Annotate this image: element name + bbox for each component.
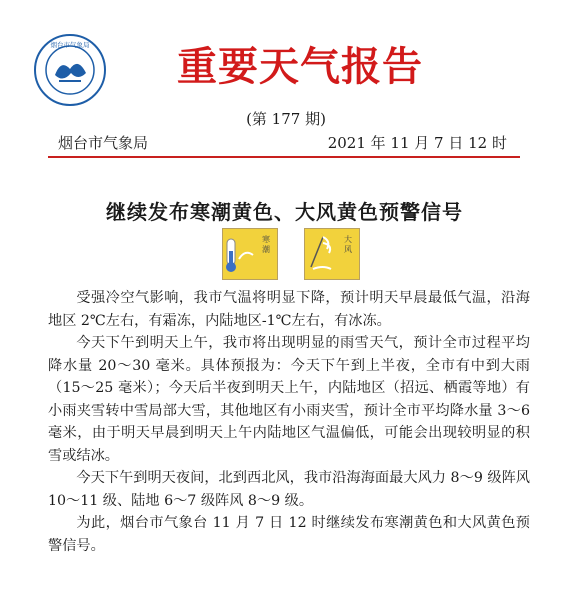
meteorological-bureau-logo-icon — [33, 33, 107, 107]
report-headline: 重要天气报告 — [177, 43, 423, 90]
gale-yellow-signal — [304, 228, 360, 280]
logo-text: 烟台市气象局 — [50, 41, 90, 49]
signal-text-top: 寒 — [262, 235, 270, 244]
cold-wave-yellow-signal — [222, 228, 278, 280]
issue-date: 2021 年 11 月 7 日 12 时 — [327, 134, 507, 152]
report-body — [48, 287, 530, 557]
issuing-organization: 烟台市气象局 — [58, 134, 149, 152]
signal-text-bottom: 风 — [344, 245, 352, 254]
signal-text-bottom: 潮 — [262, 245, 270, 254]
issue-number: (第 177 期) — [246, 110, 326, 128]
paragraph-temperature: 受强冷空气影响，我市气温将明显下降，预计明天早晨最低气温，沿海地区 2℃左右，有霜冻，内陆地区-1℃左右，有冰冻。 — [48, 290, 530, 329]
paragraph-precipitation: 今天下午到明天上午，我市将出现明显的雨雪天气，预计全市过程平均降水量 20～30 毫米。具体预报为：今天下午到上半夜，全市有中到大雨（15～25 毫米）；今天后半夜到明天上午，内陆地区（招远、栖霞等地）有小雨夹雪转中雪局部大雪，其他地区有小雨夹雪，预计全市平均降水量 3～6 毫米，由于明天早晨到明天上午内陆地区气温偏低，可能会出现较明显的积雪或结冰。 — [48, 335, 530, 464]
paragraph-warning: 为此，烟台市气象台 11 月 7 日 12 时继续发布寒潮黄色和大风黄色预警信号。 — [48, 515, 530, 554]
paragraph-wind: 今天下午到明天夜间，北到西北风，我市沿海海面最大风力 8～9 级阵风 10～11 级、陆地 6～7 级阵风 8～9 级。 — [48, 470, 530, 509]
header-divider — [48, 156, 520, 158]
document-title: 继续发布寒潮黄色、大风黄色预警信号 — [106, 200, 463, 224]
signal-text-top: 大 — [344, 235, 352, 244]
